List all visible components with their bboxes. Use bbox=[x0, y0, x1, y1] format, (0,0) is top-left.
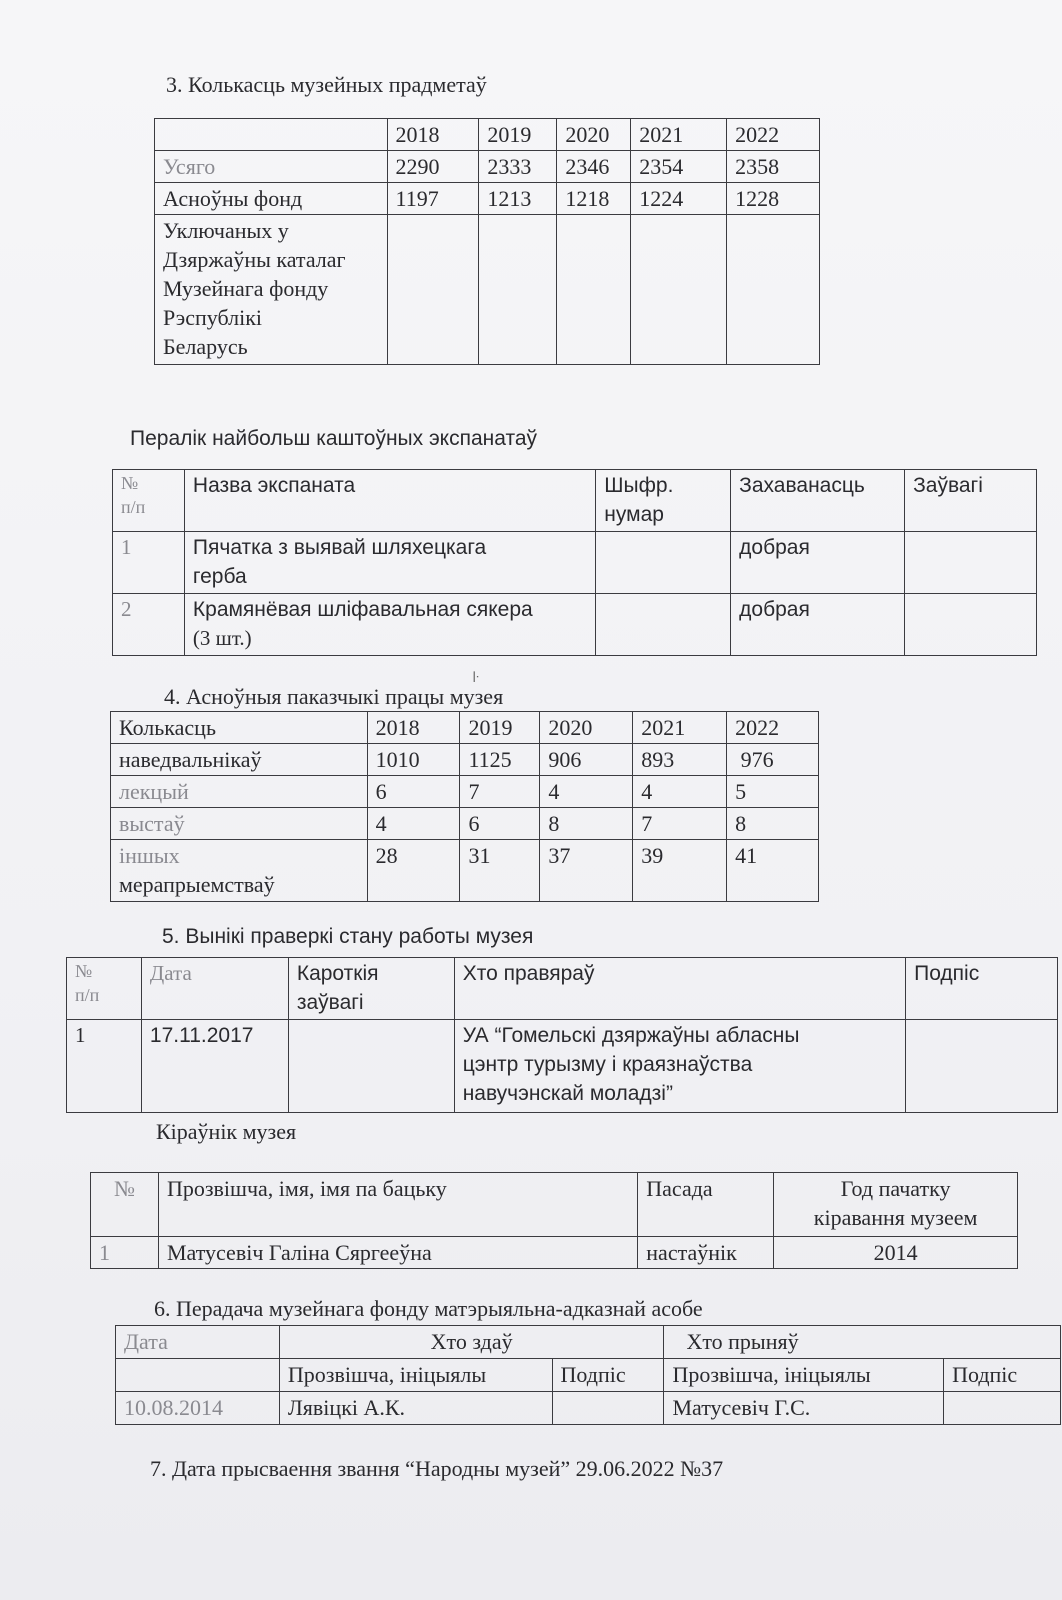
table-row bbox=[91, 1237, 1018, 1269]
cell-empty bbox=[479, 215, 557, 365]
year-header: 2019 bbox=[460, 712, 540, 744]
exhibit-name-line1: Пячатка з выявай шляхецкага bbox=[192, 536, 487, 559]
row-num: 2 bbox=[113, 594, 185, 656]
section-7-text: 7. Дата прысваення звання “Народны музей” 29.06.2022 №37 bbox=[150, 1456, 724, 1481]
state-cell: добрая bbox=[731, 532, 905, 594]
cell-value: 28 bbox=[367, 840, 460, 902]
row-label: наведвальнікаў bbox=[111, 744, 368, 776]
notes-header-line2: заўвагі bbox=[296, 991, 364, 1014]
signature-cell bbox=[906, 1020, 1058, 1113]
inspector-line1: УА “Гомельскі дзяржаўны абласны bbox=[462, 1024, 800, 1047]
cell-value: 976 bbox=[727, 744, 819, 776]
cipher-cell bbox=[596, 532, 731, 594]
gave-sign-header: Подпіс bbox=[552, 1359, 664, 1392]
cell-value: 8 bbox=[727, 808, 819, 840]
cell-value: 31 bbox=[460, 840, 540, 902]
name-header: Назва экспаната bbox=[184, 470, 595, 532]
year-header: 2022 bbox=[727, 712, 819, 744]
notes-cell bbox=[905, 532, 1037, 594]
cell-value: 37 bbox=[540, 840, 633, 902]
num-header-line1: № bbox=[75, 961, 93, 981]
cell-value: 4 bbox=[540, 776, 633, 808]
cell-value: 8 bbox=[540, 808, 633, 840]
table-row bbox=[113, 532, 1037, 594]
indicators-table bbox=[110, 711, 819, 902]
cell-empty bbox=[631, 215, 727, 365]
head-heading: Кіраўнік музея bbox=[156, 1119, 297, 1144]
label-line: Дзяржаўны каталаг bbox=[163, 247, 346, 272]
cell-value: 2333 bbox=[479, 151, 557, 183]
num-header: № bbox=[91, 1173, 159, 1237]
row-num: 1 bbox=[91, 1237, 159, 1269]
num-header-line1: № bbox=[121, 473, 139, 493]
cell-value: 893 bbox=[633, 744, 727, 776]
cell-value: 1228 bbox=[727, 183, 820, 215]
state-cell: добрая bbox=[731, 594, 905, 656]
notes-header: Заўвагі bbox=[905, 470, 1037, 532]
valuables-heading: Пералік найбольш каштоўных экспанатаў bbox=[130, 427, 538, 450]
state-header: Захаванасць bbox=[731, 470, 905, 532]
gave-surname-header: Прозвішча, ініцыялы bbox=[279, 1359, 552, 1392]
year-header: 2021 bbox=[633, 712, 727, 744]
inspector-cell bbox=[454, 1020, 905, 1113]
gave-sign bbox=[552, 1392, 664, 1425]
recv-sign-header: Подпіс bbox=[944, 1359, 1061, 1392]
label-line: Музейнага фонду bbox=[163, 276, 329, 301]
cell-empty bbox=[387, 215, 479, 365]
cell-value: 1010 bbox=[367, 744, 460, 776]
row-label bbox=[111, 840, 368, 902]
notes-cell bbox=[905, 594, 1037, 656]
cell-empty bbox=[727, 215, 820, 365]
ink-mark: ꜏ bbox=[472, 669, 480, 686]
num-header bbox=[113, 470, 185, 532]
cell-value: 39 bbox=[633, 840, 727, 902]
inspector-line3: навучэнскай моладзі” bbox=[462, 1082, 673, 1105]
year-header: 2020 bbox=[557, 119, 631, 151]
exhibit-name bbox=[184, 532, 595, 594]
num-header-line2: п/п bbox=[75, 985, 100, 1005]
year-header: 2018 bbox=[367, 712, 460, 744]
table-row bbox=[113, 594, 1037, 656]
gave-header: Хто здаў bbox=[279, 1326, 664, 1359]
cell-value: 6 bbox=[367, 776, 460, 808]
row-num: 1 bbox=[67, 1020, 142, 1113]
transfer-date: 10.08.2014 bbox=[116, 1392, 280, 1425]
num-header bbox=[67, 958, 142, 1020]
year-header-line2: кіравання музеем bbox=[813, 1205, 978, 1230]
cell-value: 2358 bbox=[727, 151, 820, 183]
cipher-header bbox=[596, 470, 731, 532]
section-5-heading: 5. Вынікі праверкі стану работы музея bbox=[162, 925, 534, 948]
cell-value: 4 bbox=[367, 808, 460, 840]
cell-value: 1218 bbox=[557, 183, 631, 215]
received-header: Хто прыняў bbox=[664, 1326, 1061, 1359]
signature-header: Подпіс bbox=[906, 958, 1058, 1020]
cell-value: 2290 bbox=[387, 151, 479, 183]
valuables-table bbox=[112, 469, 1037, 656]
cipher-cell bbox=[596, 594, 731, 656]
cell-value: 1213 bbox=[479, 183, 557, 215]
cell-value: 5 bbox=[727, 776, 819, 808]
date-header: Дата bbox=[116, 1326, 280, 1359]
cell-value: 7 bbox=[460, 776, 540, 808]
cipher-header-line2: нумар bbox=[604, 503, 664, 526]
exhibit-name-line2: (3 шт.) bbox=[192, 626, 252, 650]
cell-empty bbox=[557, 215, 631, 365]
row-label-catalog bbox=[155, 215, 388, 365]
inspection-table bbox=[66, 957, 1058, 1113]
exhibit-name bbox=[184, 594, 595, 656]
inspector-line2: цэнтр турызму і краязнаўства bbox=[462, 1053, 753, 1076]
head-name: Матусевіч Галіна Сяргееўна bbox=[158, 1237, 637, 1269]
date-cell: 17.11.2017 bbox=[141, 1020, 288, 1113]
year-header bbox=[774, 1173, 1018, 1237]
museum-items-table bbox=[154, 118, 820, 365]
cell-value: 4 bbox=[633, 776, 727, 808]
row-label-line2: мерапрыемстваў bbox=[119, 872, 275, 897]
row-label: выстаў bbox=[111, 808, 368, 840]
position-header: Пасада bbox=[638, 1173, 774, 1237]
cell-value: 6 bbox=[460, 808, 540, 840]
row-num: 1 bbox=[113, 532, 185, 594]
year-header-line1: Год пачатку bbox=[840, 1176, 951, 1201]
name-header: Прозвішча, імя, імя па бацьку bbox=[158, 1173, 637, 1237]
notes-header-line1: Кароткія bbox=[296, 962, 379, 985]
row-label: Асноўны фонд bbox=[155, 183, 388, 215]
row-label-line1: іншых bbox=[119, 843, 180, 868]
head-year: 2014 bbox=[774, 1237, 1018, 1269]
cell-value: 1197 bbox=[387, 183, 479, 215]
table-row bbox=[116, 1392, 1061, 1425]
table-row bbox=[67, 1020, 1058, 1113]
cipher-header-line1: Шыфр. bbox=[604, 474, 674, 497]
exhibit-name-line2: герба bbox=[192, 565, 247, 588]
recv-surname-header: Прозвішча, ініцыялы bbox=[664, 1359, 944, 1392]
cell-value: 906 bbox=[540, 744, 633, 776]
year-header: 2020 bbox=[540, 712, 633, 744]
year-header: 2019 bbox=[479, 119, 557, 151]
notes-cell bbox=[288, 1020, 454, 1113]
inspector-header: Хто правяраў bbox=[454, 958, 905, 1020]
cell-value: 2346 bbox=[557, 151, 631, 183]
cell-value: 41 bbox=[727, 840, 819, 902]
label-line: Беларусь bbox=[163, 334, 248, 359]
head-table bbox=[90, 1172, 1018, 1269]
year-header: 2021 bbox=[631, 119, 727, 151]
label-line: Рэспублікі bbox=[163, 305, 263, 330]
cell-value: 7 bbox=[633, 808, 727, 840]
corner-cell bbox=[155, 119, 388, 151]
date-header: Дата bbox=[141, 958, 288, 1020]
recv-name: Матусевіч Г.С. bbox=[664, 1392, 944, 1425]
cell-value: 2354 bbox=[631, 151, 727, 183]
gave-name: Лявіцкі А.К. bbox=[279, 1392, 552, 1425]
transfer-table bbox=[115, 1325, 1061, 1425]
notes-header bbox=[288, 958, 454, 1020]
year-header: 2018 bbox=[387, 119, 479, 151]
label-line: Уключаных у bbox=[163, 218, 289, 243]
empty-cell bbox=[116, 1359, 280, 1392]
cell-value: 1125 bbox=[460, 744, 540, 776]
year-header: 2022 bbox=[727, 119, 820, 151]
row-label: Усяго bbox=[155, 151, 388, 183]
section-3-heading: 3. Колькасць музейных прадметаў bbox=[166, 72, 487, 97]
cell-value: 1224 bbox=[631, 183, 727, 215]
recv-sign bbox=[944, 1392, 1061, 1425]
section-4-heading: 4. Асноўныя паказчыкі працы музея bbox=[164, 684, 504, 709]
head-position: настаўнік bbox=[638, 1237, 774, 1269]
col-label: Колькасць bbox=[111, 712, 368, 744]
num-header-line2: п/п bbox=[121, 497, 146, 517]
exhibit-name-line1: Крамянёвая шліфавальная сякера bbox=[192, 598, 533, 621]
section-6-heading: 6. Перадача музейнага фонду матэрыяльна-адказнай асобе bbox=[154, 1296, 703, 1321]
row-label: лекцый bbox=[111, 776, 368, 808]
